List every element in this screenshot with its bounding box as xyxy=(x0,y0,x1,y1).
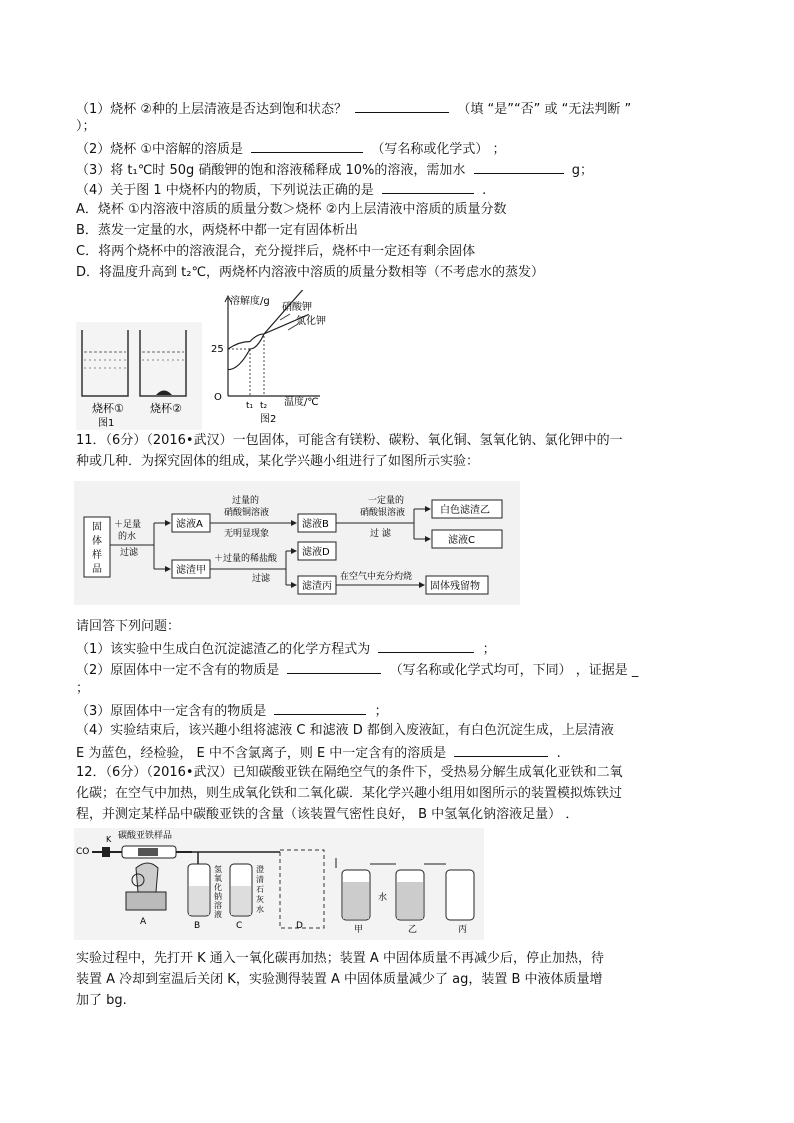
kno3-label: 硝酸钾 xyxy=(282,302,312,313)
filtrate-d-label: 滤液D xyxy=(302,547,330,558)
label-jia: 甲 xyxy=(354,925,364,935)
beaker-2-label: 烧杯② xyxy=(150,402,182,415)
q10-line1: （1）烧杯 ②种的上层清液是否达到饱和状态？ （填 “是”“否” 或 “无法判断 ” xyxy=(76,102,632,117)
answer-blank[interactable] xyxy=(474,161,564,174)
naoh-char-1: 氢 xyxy=(214,865,222,874)
burner xyxy=(136,863,158,892)
filtrate-c-label: 滤液C xyxy=(448,535,475,546)
q10-line3: （3）将 t₁℃时 50g 硝酸钾的饱和溶液稀释成 10%的溶液，需加水 g； xyxy=(76,163,593,178)
x-axis-label: 温度/℃ xyxy=(284,397,319,408)
q12-line3: 程，并测定某样品中碳酸亚铁的含量（该装置气密性良好， B 中氢氧化钠溶液足量） ． xyxy=(76,807,579,822)
label-b: B xyxy=(194,921,201,931)
ag-label-2: 硝酸银溶液 xyxy=(360,508,406,518)
option-a: A．烧杯 ①内溶液中溶质的质量分数＞烧杯 ②内上层清液中溶质的质量分数 xyxy=(76,202,507,217)
label-bing: 丙 xyxy=(458,925,468,935)
white-residue-b-label: 白色滤渣乙 xyxy=(440,505,490,516)
hcl-label: ＋过量的稀盐酸 xyxy=(214,554,278,564)
residue-a-label: 滤渣甲 xyxy=(176,565,206,576)
label-c: C xyxy=(236,921,243,931)
filter-label-1: 过滤 xyxy=(120,548,139,558)
answer-blank[interactable] xyxy=(287,661,381,674)
label-yi: 乙 xyxy=(408,925,418,935)
q10-line1b: ）； xyxy=(76,119,96,134)
filter-label-3: 过滤 xyxy=(252,574,271,584)
valve-k-label: K xyxy=(106,835,112,844)
kcl-label: 氯化钾 xyxy=(296,316,326,327)
lime-char-4: 灰 xyxy=(256,895,264,904)
water-label-1: ＋足量 xyxy=(114,520,142,530)
option-d: D．将温度升高到 t₂℃，两烧杯内溶液中溶质的质量分数相等（不考虑水的蒸发） xyxy=(76,265,545,280)
solid-char-1: 固 xyxy=(92,522,102,533)
filtrate-a-label: 滤液A xyxy=(176,519,203,530)
sample-label: 碳酸亚铁样品 xyxy=(118,831,173,841)
q11-sub3: （3）原固体中一定含有的物质是 ； xyxy=(76,704,388,719)
figure-1-beakers xyxy=(76,322,202,430)
lime-char-2: 清 xyxy=(256,875,264,884)
q12-line2: 化碳；在空气中加热，则生成氧化铁和二氧化碳．某化学兴趣小组用如图所示的装置模拟炼铁过 xyxy=(76,786,623,801)
naoh-char-6: 液 xyxy=(214,910,222,919)
q11-head-1: 11．（6分）（2016•武汉）一包固体，可能含有镁粉、碳粉、氧化铜、氢氧化钠、氯化钾中的一 xyxy=(76,433,623,448)
naoh-char-4: 钠 xyxy=(214,892,222,901)
filter-label-2: 过 滤 xyxy=(370,529,391,539)
solid-char-4: 品 xyxy=(92,564,102,575)
filtrate-b-label: 滤液B xyxy=(302,519,329,530)
option-b: B．蒸发一定量的水，两烧杯中都一定有固体析出 xyxy=(76,223,358,238)
co-label: CO xyxy=(76,847,90,857)
valve-k xyxy=(102,847,110,857)
y-tick-label: 25 xyxy=(211,344,224,355)
q11-sub2: （2）原固体中一定不含有的物质是 （写名称或化学式均可，下同） ，证据是 _ xyxy=(76,663,639,678)
answer-blank[interactable] xyxy=(251,140,363,153)
q12-para1: 实验过程中，先打开 K 通入一氧化碳再加热；装置 A 中固体质量不再减少后，停止加热，待 xyxy=(76,951,604,966)
q12-para2: 装置 A 冷却到室温后关闭 K，实验测得装置 A 中固体质量减少了 ag，装置 B 中液体质量增 xyxy=(76,972,603,987)
origin-label: O xyxy=(214,392,222,403)
solid-residue-label: 固体残留物 xyxy=(430,581,480,592)
answer-blank[interactable] xyxy=(454,744,548,757)
y-axis-label: 溶解度/g xyxy=(230,296,270,307)
q11-ask: 请回答下列问题： xyxy=(76,619,181,634)
label-d: D xyxy=(296,921,303,931)
q11-sub4b: E 为蓝色，经检验， E 中不含氯离子，则 E 中一定含有的溶质是 . xyxy=(76,746,561,761)
q12-line1: 12．（6分）（2016•武汉）已知碳酸亚铁在隔绝空气的条件下，受热易分解生成氧化亚铁和二氧 xyxy=(76,765,623,780)
cu-label-1: 过量的 xyxy=(232,496,260,506)
q12-apparatus xyxy=(74,828,484,940)
figure-1-caption: 图1 xyxy=(98,418,115,429)
q11-sub4: （4）实验结束后，该兴趣小组将滤液 C 和滤液 D 都倒入废液缸，有白色沉淀生成，上层清液 xyxy=(76,723,614,738)
residue-c-label: 滤渣丙 xyxy=(302,581,332,592)
stand-a xyxy=(126,892,166,910)
lime-char-5: 水 xyxy=(256,905,264,914)
q11-flowchart xyxy=(74,481,520,605)
answer-blank[interactable] xyxy=(355,100,449,113)
q11-sub2b: ； xyxy=(76,681,90,696)
water-label: 水 xyxy=(378,893,388,903)
ag-label-1: 一定量的 xyxy=(368,496,405,506)
answer-blank[interactable] xyxy=(378,640,474,653)
q11-sub1: （1）该实验中生成白色沉淀滤渣乙的化学方程式为 ； xyxy=(76,642,496,657)
option-c: C．将两个烧杯中的溶液混合，充分搅拌后，烧杯中一定还有剩余固体 xyxy=(76,244,476,259)
cu-label-2: 硝酸铜溶液 xyxy=(224,508,270,518)
label-a: A xyxy=(140,917,147,927)
naoh-char-2: 氧 xyxy=(214,874,222,883)
x-tick-t2: t₂ xyxy=(260,401,268,411)
naoh-char-5: 溶 xyxy=(214,901,222,910)
q10-line4: （4）关于图 1 中烧杯内的物质，下列说法正确的是 . xyxy=(76,183,487,198)
lime-char-3: 石 xyxy=(256,885,264,894)
water-label-2: 的水 xyxy=(118,532,137,542)
solid-char-3: 样 xyxy=(92,550,102,561)
x-tick-t1: t₁ xyxy=(246,401,254,411)
lime-char-1: 澄 xyxy=(256,865,264,874)
q12-para3: 加了 bg. xyxy=(76,993,127,1008)
naoh-char-3: 化 xyxy=(214,883,222,892)
no-change-label: 无明显现象 xyxy=(224,529,270,539)
q11-head-2: 种或几种．为探究固体的组成，某化学兴趣小组进行了如图所示实验： xyxy=(76,454,480,469)
beaker-1-label: 烧杯① xyxy=(92,402,124,415)
burn-label: 在空气中充分灼烧 xyxy=(340,572,413,582)
figure-2-caption: 图2 xyxy=(260,414,277,425)
answer-blank[interactable] xyxy=(382,181,474,194)
bottle-bing xyxy=(446,870,474,920)
solid-char-2: 体 xyxy=(92,536,102,547)
answer-blank[interactable] xyxy=(274,702,366,715)
q10-line2: （2）烧杯 ①中溶解的溶质是 （写名称或化学式） ； xyxy=(76,142,506,157)
sample-in-tube xyxy=(138,848,158,856)
figure-2-solubility-chart xyxy=(208,290,332,430)
